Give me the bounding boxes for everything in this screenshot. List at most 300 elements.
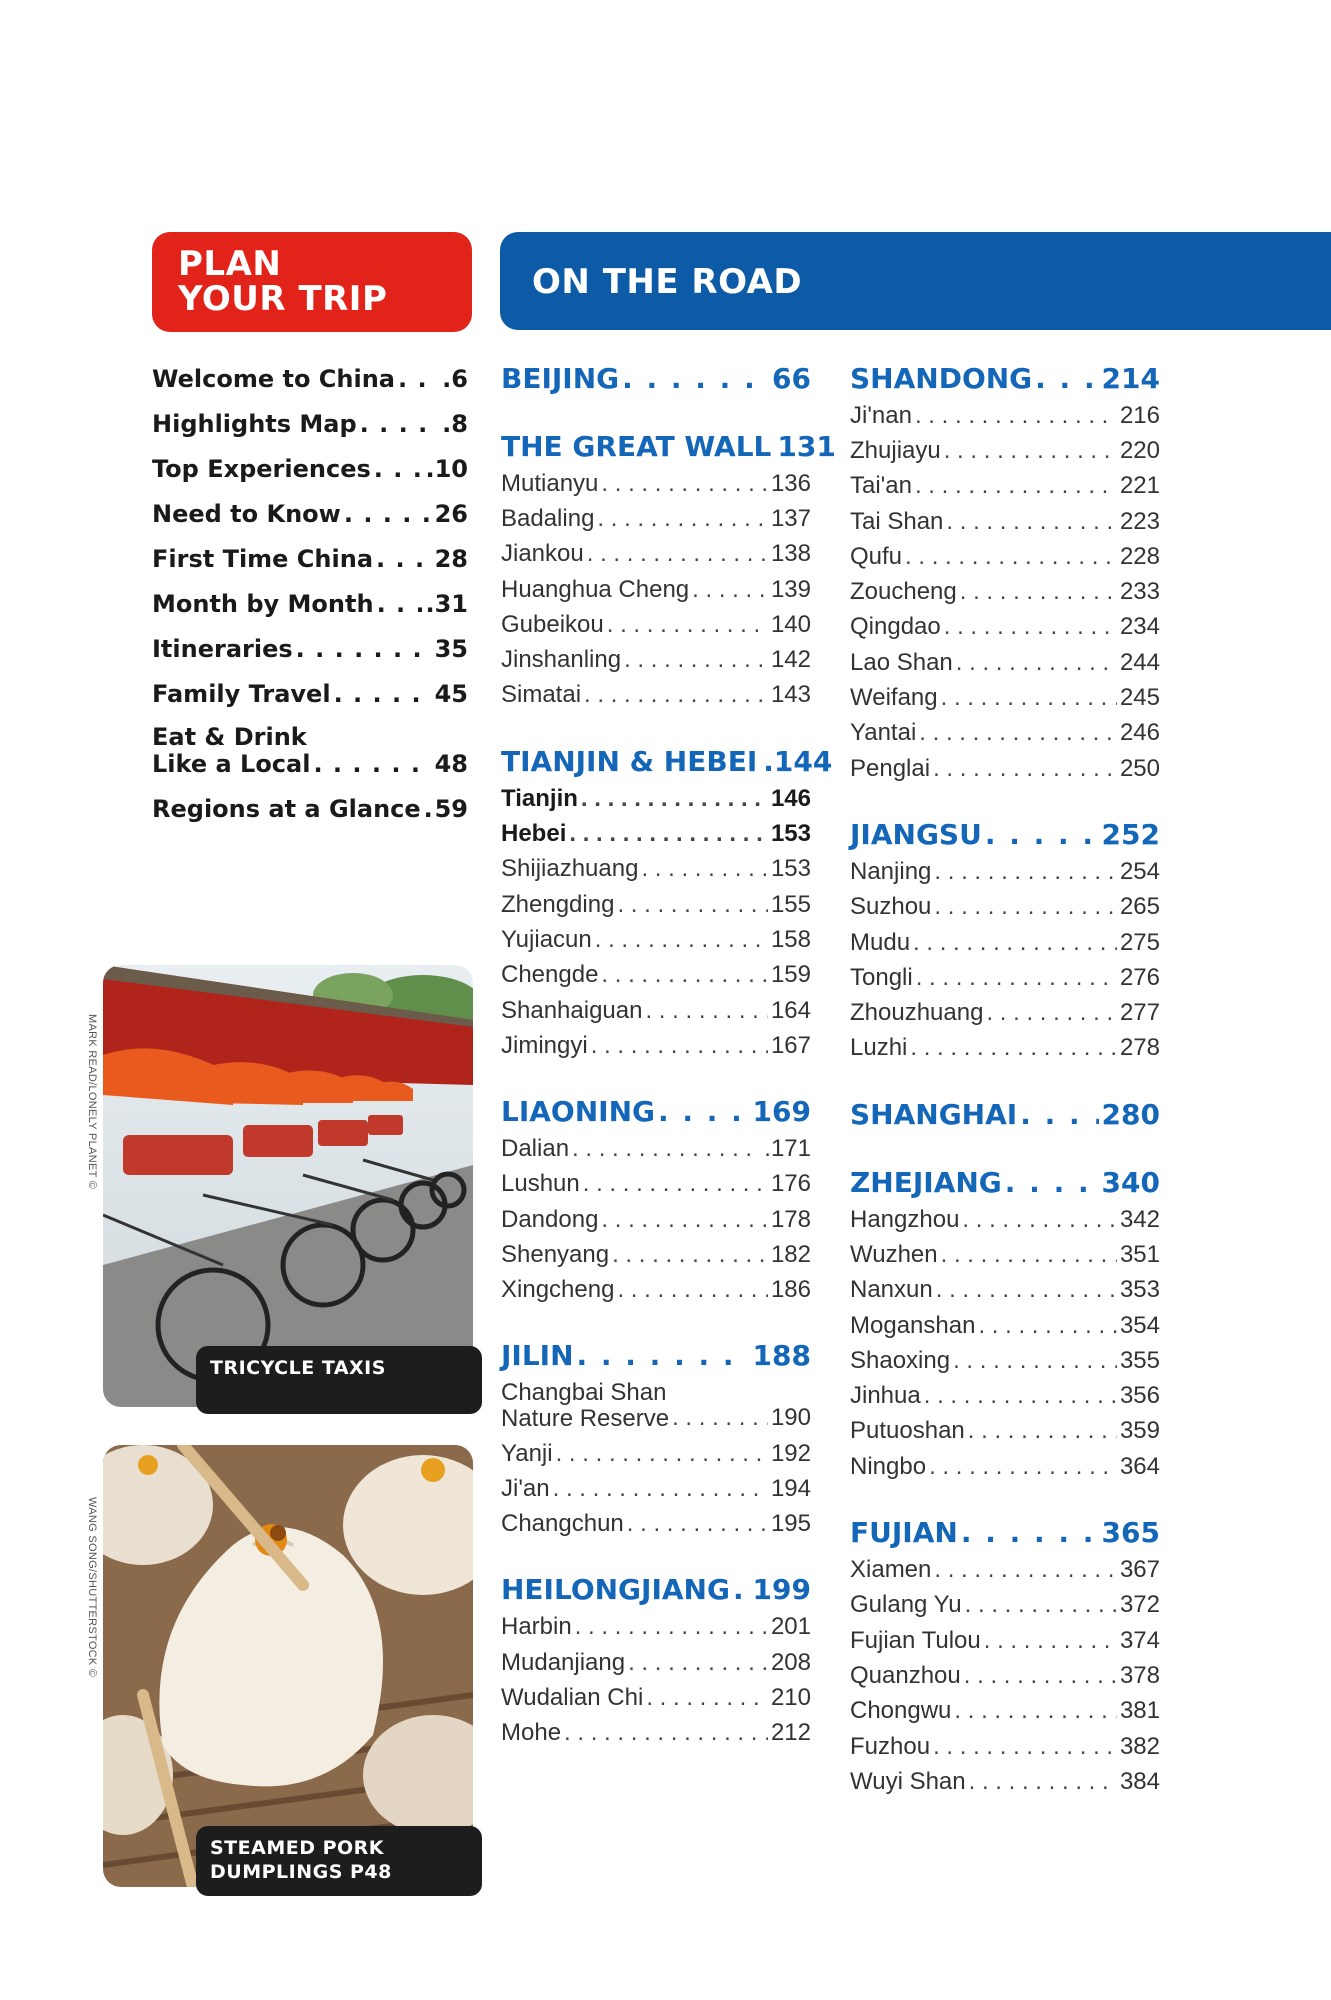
contents-item-page-number: 278 <box>1119 1034 1160 1062</box>
contents-item-page-number: 146 <box>770 784 811 812</box>
contents-item-label: Chengde <box>501 961 599 989</box>
plan-item[interactable] <box>152 536 468 581</box>
contents-item-label: Mudanjiang <box>501 1648 626 1676</box>
contents-item[interactable] <box>850 1449 1160 1484</box>
contents-item-page-number: 233 <box>1119 578 1160 606</box>
contents-item-page-number: 356 <box>1119 1382 1160 1410</box>
contents-item-leader-dots <box>934 858 1117 886</box>
plan-item-leader-dots <box>344 500 432 528</box>
contents-item-label: Qingdao <box>850 613 941 641</box>
contents-item-leader-dots <box>672 1404 768 1432</box>
plan-item-leader-dots <box>334 680 432 708</box>
contents-item-label: Tai'an <box>850 472 912 500</box>
contents-item-page-number: 246 <box>1119 719 1160 747</box>
contents-item-page-number: 342 <box>1119 1205 1160 1233</box>
contents-item-page-number: 155 <box>770 890 811 918</box>
section-heading-leader-dots <box>1020 1098 1098 1131</box>
plan-item-leader-dots <box>376 545 432 573</box>
contents-item[interactable] <box>501 816 811 851</box>
plan-item-page-number: 35 <box>434 634 468 663</box>
contents-item-label: Zoucheng <box>850 578 957 606</box>
section-heading-label: TIANJIN & HEBEI <box>501 744 758 778</box>
section-heading-leader-dots <box>733 1573 750 1606</box>
plan-item[interactable] <box>152 491 468 536</box>
contents-item-label: Chongwu <box>850 1697 952 1725</box>
contents-item-leader-dots <box>946 508 1117 536</box>
plan-item-label: First Time China <box>152 544 374 573</box>
contents-item[interactable] <box>850 1273 1160 1308</box>
contents-item-page-number: 167 <box>770 1031 811 1059</box>
section-heading[interactable] <box>850 814 1160 854</box>
plan-item-page-number: .31 <box>425 589 468 618</box>
plan-item-leader-dots <box>360 410 440 438</box>
contents-item-label: Nanxun <box>850 1276 933 1304</box>
contents-item-page-number: 208 <box>770 1648 811 1676</box>
contents-item-label: Hangzhou <box>850 1205 960 1233</box>
section-heading-page-number: 252 <box>1101 817 1160 851</box>
contents-item-label: Zhujiayu <box>850 436 941 464</box>
contents-item-leader-dots <box>968 1417 1117 1445</box>
contents-item-page-number: 178 <box>770 1205 811 1233</box>
section-heading[interactable] <box>850 358 1160 398</box>
section-heading-label: ZHEJIANG <box>850 1165 1002 1199</box>
contents-item-label: Mutianyu <box>501 469 599 497</box>
contents-item-label: Tianjin <box>501 784 578 812</box>
contents-item-leader-dots <box>641 855 768 883</box>
contents-item-label: Ji'an <box>501 1474 550 1502</box>
contents-item-leader-dots <box>936 1276 1117 1304</box>
contents-item[interactable] <box>501 1273 811 1308</box>
contents-item-leader-dots <box>941 684 1117 712</box>
contents-item-page-number: 384 <box>1119 1767 1160 1795</box>
photo-caption-tricycle-taxis <box>196 1346 482 1414</box>
contents-item[interactable] <box>850 1623 1160 1658</box>
contents-item-page-number: 275 <box>1119 928 1160 956</box>
section-spacer <box>501 398 811 426</box>
contents-item-label: Yantai <box>850 719 917 747</box>
contents-item-label: Wudalian Chi <box>501 1684 644 1712</box>
contents-item[interactable] <box>501 1131 811 1166</box>
contents-item-label: Mudu <box>850 928 911 956</box>
section-heading-label: SHANDONG <box>850 361 1033 395</box>
contents-item[interactable] <box>850 1202 1160 1237</box>
contents-item[interactable] <box>501 572 811 607</box>
contents-item-page-number: .171 <box>764 1135 811 1163</box>
road-contents-column-1 <box>501 358 836 1751</box>
section-heading-label: BEIJING <box>501 361 620 395</box>
plan-item[interactable] <box>152 671 468 716</box>
contents-item[interactable] <box>501 678 811 713</box>
contents-item-page-number: 351 <box>1119 1240 1160 1268</box>
contents-item-leader-dots <box>617 891 768 919</box>
section-heading-page-number: 199 <box>752 1573 811 1607</box>
contents-item-label: Wuzhen <box>850 1240 938 1268</box>
contents-item[interactable] <box>850 1343 1160 1378</box>
contents-item-label: Lao Shan <box>850 648 953 676</box>
plan-item[interactable] <box>152 581 468 626</box>
contents-item-page-number: 220 <box>1119 436 1160 464</box>
contents-item-leader-dots <box>612 1241 768 1269</box>
contents-item[interactable] <box>501 1507 811 1542</box>
section-heading[interactable] <box>501 1091 811 1131</box>
contents-item[interactable] <box>850 925 1160 960</box>
contents-item-leader-dots <box>953 1347 1117 1375</box>
contents-item-leader-dots <box>915 402 1117 430</box>
contents-item-label: Mohe <box>501 1719 562 1747</box>
contents-item-leader-dots <box>978 1312 1117 1340</box>
contents-item-label: Shaoxing <box>850 1346 951 1374</box>
contents-item-label: Gubeikou <box>501 610 604 638</box>
contents-item-label: Shijiazhuang <box>501 855 639 883</box>
contents-item-leader-dots <box>591 1032 768 1060</box>
contents-item-label-line1: Changbai Shan <box>501 1378 667 1406</box>
plan-item-leader-dots <box>296 635 432 663</box>
plan-item-label-line1: Eat & Drink <box>152 723 307 751</box>
contents-item-label: Changchun <box>501 1510 624 1538</box>
contents-item-page-number: 182 <box>770 1240 811 1268</box>
contents-item-leader-dots <box>910 1034 1117 1062</box>
section-spacer <box>501 713 811 741</box>
contents-item-label: Jiankou <box>501 540 584 568</box>
contents-item[interactable] <box>501 1610 811 1645</box>
photo-credit-2: WANG SONG/SHUTTERSTOCK © <box>86 1497 98 1678</box>
contents-item[interactable] <box>850 539 1160 574</box>
contents-item-page-number: 250 <box>1119 754 1160 782</box>
contents-item-leader-dots <box>969 1768 1117 1796</box>
contents-item-label: Tongli <box>850 963 913 991</box>
contents-item-leader-dots <box>905 543 1117 571</box>
contents-item[interactable] <box>850 504 1160 539</box>
contents-item-leader-dots <box>965 1591 1117 1619</box>
contents-item-label: Fuzhou <box>850 1732 931 1760</box>
section-heading-label: SHANGHAI <box>850 1097 1018 1131</box>
contents-item[interactable] <box>501 852 811 887</box>
contents-item-page-number: 228 <box>1119 542 1160 570</box>
contents-item[interactable] <box>501 1237 811 1272</box>
contents-item-page-number: 158 <box>770 925 811 953</box>
plan-title-line1: PLAN <box>178 244 282 284</box>
plan-item-page-number: 45 <box>434 679 468 708</box>
section-heading-label: FUJIAN <box>850 1515 958 1549</box>
plan-item-page-number: 28 <box>434 544 468 573</box>
contents-item-leader-dots <box>575 1613 768 1641</box>
contents-item-leader-dots <box>587 540 768 568</box>
contents-item-label: Jinhua <box>850 1382 921 1410</box>
contents-item-label: Ji'nan <box>850 401 912 429</box>
plan-item[interactable] <box>152 716 468 786</box>
section-heading[interactable] <box>501 1336 811 1376</box>
contents-item-page-number: 353 <box>1119 1276 1160 1304</box>
plan-item-leader-dots <box>424 795 432 823</box>
contents-item-leader-dots <box>913 929 1117 957</box>
contents-item-label: Simatai <box>501 681 582 709</box>
section-heading-label: JILIN <box>501 1339 574 1373</box>
contents-item[interactable] <box>501 1436 811 1471</box>
contents-item-leader-dots <box>569 820 768 848</box>
section-heading[interactable] <box>501 1570 811 1610</box>
contents-item-label: Zhengding <box>501 890 615 918</box>
contents-item[interactable] <box>850 469 1160 504</box>
plan-item-label: Month by Month <box>152 589 374 618</box>
section-heading[interactable] <box>501 358 811 398</box>
contents-item[interactable] <box>501 1202 811 1237</box>
contents-item-page-number: 359 <box>1119 1417 1160 1445</box>
plan-item-page-number: 26 <box>434 499 468 528</box>
contents-item[interactable] <box>850 574 1160 609</box>
dumplings-illustration <box>103 1445 473 1887</box>
plan-title-line2: YOUR TRIP <box>178 279 388 319</box>
plan-item-label: Highlights Map <box>152 409 357 438</box>
section-heading[interactable] <box>501 741 833 781</box>
section-spacer <box>501 1063 811 1091</box>
plan-item-leader-dots <box>374 455 423 483</box>
contents-item-page-number: 364 <box>1119 1452 1160 1480</box>
plan-item-label: Welcome to China <box>152 364 395 393</box>
contents-item-page-number: 201 <box>770 1613 811 1641</box>
contents-item-page-number: 381 <box>1119 1697 1160 1725</box>
contents-item[interactable] <box>850 1414 1160 1449</box>
contents-item[interactable] <box>501 1716 811 1751</box>
contents-item-label: Nanjing <box>850 857 932 885</box>
contents-item-leader-dots <box>916 964 1117 992</box>
contents-item-label: Quanzhou <box>850 1661 961 1689</box>
contents-item-page-number: 140 <box>770 610 811 638</box>
contents-item-page-number: 372 <box>1119 1591 1160 1619</box>
contents-item-leader-dots <box>944 613 1117 641</box>
contents-item[interactable] <box>850 680 1160 715</box>
contents-item[interactable] <box>501 1376 811 1436</box>
contents-item-page-number: 223 <box>1119 507 1160 535</box>
contents-item[interactable] <box>850 610 1160 645</box>
contents-item-leader-dots <box>624 646 768 674</box>
section-heading-page-number: 214 <box>1101 361 1160 395</box>
plan-item[interactable] <box>152 626 468 671</box>
contents-item-leader-dots <box>919 719 1117 747</box>
plan-item-leader-dots <box>398 365 439 393</box>
plan-item-page-number: 59 <box>434 794 468 823</box>
contents-item-leader-dots <box>645 997 767 1025</box>
contents-item[interactable] <box>850 1379 1160 1414</box>
contents-item[interactable] <box>850 1764 1160 1799</box>
section-heading-leader-dots <box>985 818 1099 851</box>
contents-item-leader-dots <box>929 1453 1117 1481</box>
section-heading-leader-dots <box>658 1095 750 1128</box>
contents-item[interactable] <box>850 1552 1160 1587</box>
section-spacer <box>501 1308 811 1336</box>
contents-item[interactable] <box>850 890 1160 925</box>
photo-caption-dumplings <box>196 1826 482 1896</box>
section-heading-leader-dots <box>961 1516 1099 1549</box>
contents-item[interactable] <box>501 993 811 1028</box>
plan-item-page-number: .10 <box>425 454 468 483</box>
contents-item-leader-dots <box>601 470 768 498</box>
contents-item-leader-dots <box>986 999 1117 1027</box>
contents-item-label: Qufu <box>850 542 903 570</box>
contents-item[interactable] <box>501 607 811 642</box>
contents-item-leader-dots <box>617 1276 768 1304</box>
contents-item[interactable] <box>501 958 811 993</box>
contents-item-page-number: 378 <box>1119 1661 1160 1689</box>
contents-item-page-number: 212 <box>770 1719 811 1747</box>
contents-item[interactable] <box>850 645 1160 680</box>
contents-item[interactable] <box>501 887 811 922</box>
contents-item-label: Badaling <box>501 504 595 532</box>
section-heading-page-number: .144 <box>763 744 833 778</box>
contents-item[interactable] <box>501 1471 811 1506</box>
contents-item-page-number: 265 <box>1119 893 1160 921</box>
caption-1-line1: TRICYCLE TAXIS <box>210 1357 386 1379</box>
section-heading-page-number: 188 <box>752 1339 811 1373</box>
plan-item-page-number: .8 <box>442 409 468 438</box>
contents-item-label: Luzhi <box>850 1034 908 1062</box>
contents-item-page-number: 186 <box>770 1276 811 1304</box>
contents-item[interactable] <box>501 642 811 677</box>
plan-item[interactable] <box>152 356 468 401</box>
plan-item-label: Family Travel <box>152 679 331 708</box>
contents-item-label: Xiamen <box>850 1556 932 1584</box>
contents-item[interactable] <box>850 751 1160 786</box>
contents-item-label: Harbin <box>501 1613 572 1641</box>
contents-item-label: Ningbo <box>850 1452 927 1480</box>
section-heading-page-number: 280 <box>1101 1097 1160 1131</box>
contents-item[interactable] <box>501 781 811 816</box>
contents-item-page-number: 244 <box>1119 648 1160 676</box>
contents-item-label: Penglai <box>850 754 931 782</box>
plan-item[interactable] <box>152 446 468 491</box>
contents-item-label: Jimingyi <box>501 1031 588 1059</box>
contents-item[interactable] <box>501 1028 811 1063</box>
contents-item-leader-dots <box>933 755 1117 783</box>
contents-item-leader-dots <box>553 1475 768 1503</box>
contents-item[interactable] <box>850 854 1160 889</box>
plan-item-page-number: .6 <box>442 364 468 393</box>
section-heading[interactable] <box>850 1162 1160 1202</box>
contents-item[interactable] <box>501 1645 811 1680</box>
contents-item[interactable] <box>850 716 1160 751</box>
contents-item[interactable] <box>501 466 811 501</box>
contents-item-label: Putuoshan <box>850 1417 965 1445</box>
contents-item-leader-dots <box>646 1684 768 1712</box>
contents-item-leader-dots <box>954 1697 1117 1725</box>
contents-item-label: Shenyang <box>501 1240 610 1268</box>
section-heading-page-number: 340 <box>1101 1165 1160 1199</box>
section-heading-label: LIAONING <box>501 1094 655 1128</box>
contents-item[interactable] <box>501 1167 811 1202</box>
contents-item[interactable] <box>501 537 811 572</box>
contents-item-leader-dots <box>601 1206 768 1234</box>
contents-item-page-number: 142 <box>770 646 811 674</box>
contents-item[interactable] <box>501 501 811 536</box>
contents-item[interactable] <box>850 433 1160 468</box>
contents-item[interactable] <box>850 960 1160 995</box>
section-heading-leader-dots <box>1035 362 1098 395</box>
contents-item-page-number: 153 <box>770 820 811 848</box>
plan-item[interactable] <box>152 401 468 446</box>
contents-item-page-number: 164 <box>770 996 811 1024</box>
contents-item-page-number: 143 <box>770 681 811 709</box>
section-heading-page-number: 169 <box>752 1094 811 1128</box>
section-spacer <box>850 1134 1160 1162</box>
contents-item-page-number: 374 <box>1119 1626 1160 1654</box>
section-heading-page-number: 131 <box>777 429 836 463</box>
plan-item-label: Itineraries <box>152 634 293 663</box>
contents-item-leader-dots <box>956 649 1117 677</box>
contents-item-leader-dots <box>934 893 1117 921</box>
contents-item-page-number: 137 <box>770 504 811 532</box>
plan-item-leader-dots <box>377 590 423 618</box>
contents-item-page-number: 216 <box>1119 401 1160 429</box>
contents-item-label: Shanhaiguan <box>501 996 643 1024</box>
contents-item[interactable] <box>850 1588 1160 1623</box>
contents-item-leader-dots <box>984 1627 1117 1655</box>
photo-credit-1: MARK READ/LONELY PLANET © <box>86 1014 98 1190</box>
contents-item-leader-dots <box>964 1662 1117 1690</box>
plan-item-page-number: 48 <box>434 750 468 778</box>
section-heading[interactable] <box>850 1512 1160 1552</box>
contents-item[interactable] <box>501 1680 811 1715</box>
contents-item-label: Dalian <box>501 1135 570 1163</box>
contents-item-leader-dots <box>692 576 768 604</box>
contents-item-page-number: 367 <box>1119 1556 1160 1584</box>
plan-your-trip-header <box>152 232 472 332</box>
contents-item-leader-dots <box>572 1135 761 1163</box>
tricycle-taxis-photo <box>103 965 473 1407</box>
contents-item[interactable] <box>850 1729 1160 1764</box>
section-heading-leader-dots <box>1005 1166 1099 1199</box>
section-heading[interactable] <box>850 1094 1160 1134</box>
contents-item[interactable] <box>850 995 1160 1030</box>
contents-item-page-number: 254 <box>1119 857 1160 885</box>
contents-item-leader-dots <box>962 1206 1117 1234</box>
section-heading-page-number: 365 <box>1101 1515 1160 1549</box>
road-title: ON THE ROAD <box>532 262 803 302</box>
contents-item-page-number: 192 <box>770 1439 811 1467</box>
contents-item-leader-dots <box>934 1556 1117 1584</box>
section-spacer <box>850 786 1160 814</box>
plan-item-label: Top Experiences <box>152 454 371 483</box>
contents-item[interactable] <box>850 1308 1160 1343</box>
contents-item-label: Xingcheng <box>501 1276 615 1304</box>
contents-item-label: Gulang Yu <box>850 1591 962 1619</box>
contents-item-leader-dots <box>627 1510 768 1538</box>
plan-item-leader-dots <box>313 750 431 778</box>
section-heading[interactable] <box>501 426 836 466</box>
contents-item[interactable] <box>850 398 1160 433</box>
contents-item-label: Weifang <box>850 684 938 712</box>
section-spacer <box>501 1542 811 1570</box>
contents-item[interactable] <box>850 1237 1160 1272</box>
section-heading-page-number: 66 <box>772 361 811 395</box>
dumplings-photo <box>103 1445 473 1887</box>
contents-item-leader-dots <box>960 578 1117 606</box>
contents-item-label <box>501 1380 669 1432</box>
contents-item-page-number: 190 <box>770 1403 811 1431</box>
contents-item-label: Zhouzhuang <box>850 999 984 1027</box>
contents-item[interactable] <box>850 1694 1160 1729</box>
contents-item[interactable] <box>850 1031 1160 1066</box>
contents-item[interactable] <box>850 1658 1160 1693</box>
contents-item-page-number: 276 <box>1119 963 1160 991</box>
plan-item[interactable] <box>152 786 468 831</box>
contents-item-leader-dots <box>601 961 768 989</box>
contents-item[interactable] <box>501 922 811 957</box>
section-heading-label: THE GREAT WALL <box>501 429 772 463</box>
section-heading-label: JIANGSU <box>850 817 982 851</box>
contents-item-page-number: 210 <box>770 1684 811 1712</box>
contents-item-label: Suzhou <box>850 893 932 921</box>
contents-item-leader-dots <box>924 1382 1117 1410</box>
contents-item-leader-dots <box>915 472 1117 500</box>
